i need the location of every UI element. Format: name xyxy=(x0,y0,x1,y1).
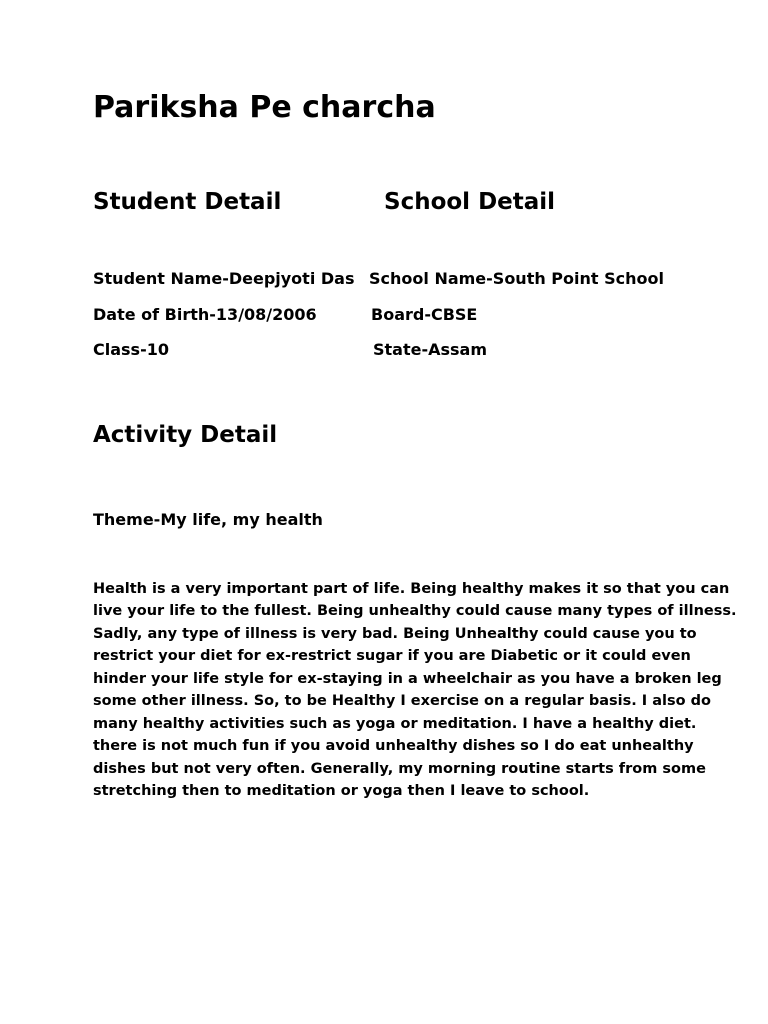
school-board: Board-CBSE xyxy=(371,305,478,324)
essay-line: hinder your life style for ex-staying in a wheelchair as you have a broken leg xyxy=(93,671,722,687)
essay-line: many healthy activities such as yoga or meditation. I have a healthy diet. xyxy=(93,716,697,732)
school-state: State-Assam xyxy=(373,340,488,359)
student-detail-heading: Student Detail xyxy=(93,189,282,215)
date-of-birth: Date of Birth-13/08/2006 xyxy=(93,305,317,324)
document-title: Pariksha Pe charcha xyxy=(93,90,436,125)
activity-detail-heading: Activity Detail xyxy=(93,422,278,448)
student-class: Class-10 xyxy=(93,340,169,359)
essay-line: stretching then to meditation or yoga then I leave to school. xyxy=(93,783,590,799)
essay-line: Health is a very important part of life. Being healthy makes it so that you can xyxy=(93,581,730,597)
essay-line: live your life to the fullest. Being unhealthy could cause many types of illness. xyxy=(93,603,737,619)
school-name: School Name-South Point School xyxy=(369,269,664,288)
essay-line: Sadly, any type of illness is very bad. Being Unhealthy could cause you to xyxy=(93,626,697,642)
essay-line: there is not much fun if you avoid unhealthy dishes so I do eat unhealthy xyxy=(93,738,694,754)
activity-theme: Theme-My life, my health xyxy=(93,510,323,529)
student-name: Student Name-Deepjyoti Das xyxy=(93,269,355,288)
essay-line: dishes but not very often. Generally, my morning routine starts from some xyxy=(93,761,706,777)
school-detail-heading: School Detail xyxy=(384,189,556,215)
essay-line: restrict your diet for ex-restrict sugar if you are Diabetic or it could even xyxy=(93,648,691,664)
essay-line: some other illness. So, to be Healthy I exercise on a regular basis. I also do xyxy=(93,693,711,709)
